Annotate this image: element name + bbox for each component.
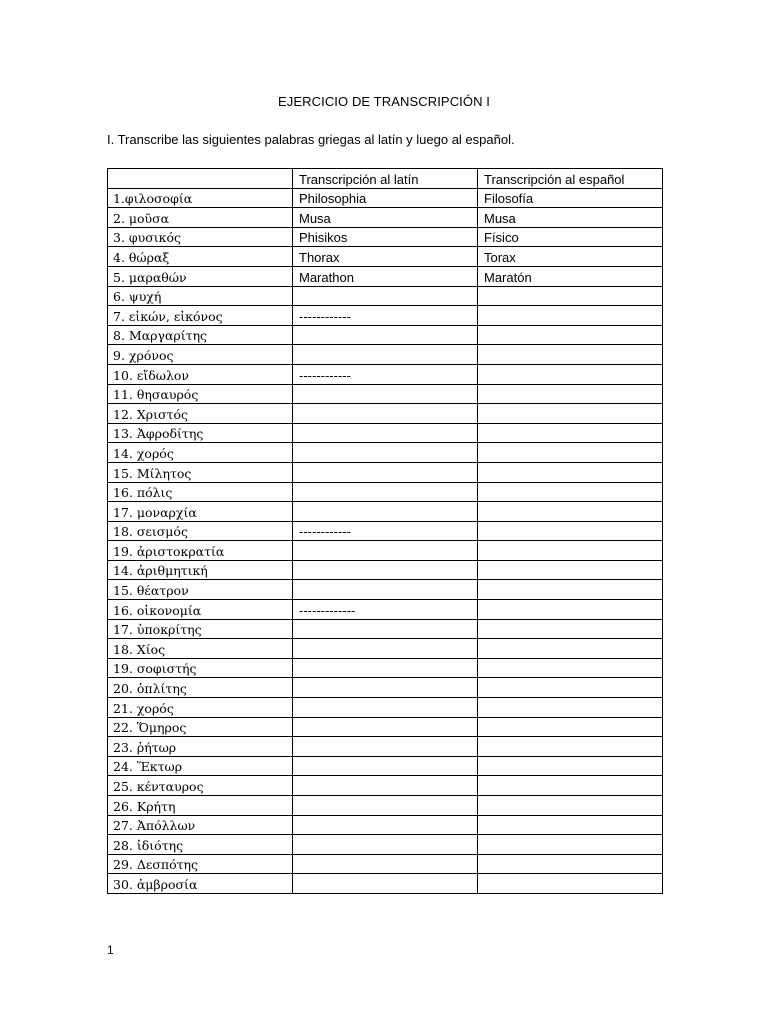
- spanish-transcription-cell: Torax: [478, 247, 663, 267]
- latin-transcription-cell: [293, 796, 478, 816]
- table-row: [108, 600, 663, 620]
- table-row: [108, 737, 663, 757]
- latin-transcription-cell: [293, 815, 478, 835]
- latin-transcription-cell: [293, 776, 478, 796]
- latin-transcription-cell: [293, 678, 478, 698]
- table-row: [108, 247, 663, 267]
- table-row: [108, 325, 663, 345]
- table-row: [108, 502, 663, 522]
- spanish-transcription-cell: [478, 345, 663, 365]
- exercise-instruction: I. Transcribe las siguientes palabras griegas al latín y luego al español.: [107, 132, 515, 147]
- table-row: [108, 658, 663, 678]
- table-row: [108, 423, 663, 443]
- greek-word-cell: 24. Ἕκτωρ: [108, 756, 293, 776]
- greek-word-cell: 28. ἰδιότης: [108, 835, 293, 855]
- table-row: [108, 462, 663, 482]
- greek-word-cell: 15. Μίλητος: [108, 462, 293, 482]
- header-spanish-transcription: Transcripción al español: [478, 169, 663, 189]
- spanish-transcription-cell: Musa: [478, 208, 663, 228]
- greek-word-cell: 29. Δεσπότης: [108, 854, 293, 874]
- latin-transcription-cell: [293, 874, 478, 894]
- table-row: [108, 796, 663, 816]
- spanish-transcription-cell: [478, 443, 663, 463]
- latin-transcription-cell: [293, 482, 478, 502]
- latin-transcription-cell: ------------: [293, 306, 478, 326]
- latin-transcription-cell: [293, 639, 478, 659]
- spanish-transcription-cell: [478, 776, 663, 796]
- greek-word-cell: 14. χορός: [108, 443, 293, 463]
- latin-transcription-cell: [293, 854, 478, 874]
- greek-word-cell: 5. μαραθών: [108, 266, 293, 286]
- spanish-transcription-cell: [478, 384, 663, 404]
- latin-transcription-cell: [293, 423, 478, 443]
- table-row: [108, 306, 663, 326]
- table-row: [108, 756, 663, 776]
- table-row: [108, 384, 663, 404]
- greek-word-cell: 9. χρόνος: [108, 345, 293, 365]
- latin-transcription-cell: [293, 443, 478, 463]
- table-row: [108, 698, 663, 718]
- greek-word-cell: 7. εἰκών, εἰκόνος: [108, 306, 293, 326]
- table-row: [108, 580, 663, 600]
- transcription-table: [107, 168, 663, 894]
- table-body: [108, 188, 663, 893]
- greek-word-cell: 6. ψυχή: [108, 286, 293, 306]
- latin-transcription-cell: [293, 756, 478, 776]
- latin-transcription-cell: -------------: [293, 600, 478, 620]
- latin-transcription-cell: Phisikos: [293, 227, 478, 247]
- spanish-transcription-cell: [478, 854, 663, 874]
- latin-transcription-cell: [293, 560, 478, 580]
- spanish-transcription-cell: [478, 462, 663, 482]
- greek-word-cell: 25. κένταυρος: [108, 776, 293, 796]
- table-row: [108, 443, 663, 463]
- latin-transcription-cell: [293, 698, 478, 718]
- spanish-transcription-cell: [478, 737, 663, 757]
- latin-transcription-cell: [293, 580, 478, 600]
- table-row: [108, 266, 663, 286]
- greek-word-cell: 15. θέατρον: [108, 580, 293, 600]
- spanish-transcription-cell: [478, 364, 663, 384]
- spanish-transcription-cell: [478, 502, 663, 522]
- latin-transcription-cell: [293, 286, 478, 306]
- spanish-transcription-cell: [478, 600, 663, 620]
- spanish-transcription-cell: [478, 756, 663, 776]
- table-row: [108, 815, 663, 835]
- latin-transcription-cell: ------------: [293, 521, 478, 541]
- latin-transcription-cell: [293, 619, 478, 639]
- table-row: [108, 227, 663, 247]
- table-row: [108, 854, 663, 874]
- greek-word-cell: 3. φυσικός: [108, 227, 293, 247]
- greek-word-cell: 19. σοφιστής: [108, 658, 293, 678]
- table-row: [108, 188, 663, 208]
- latin-transcription-cell: Marathon: [293, 266, 478, 286]
- latin-transcription-cell: [293, 835, 478, 855]
- spanish-transcription-cell: [478, 560, 663, 580]
- greek-word-cell: 17. μοναρχία: [108, 502, 293, 522]
- greek-word-cell: 17. ὑποκρίτης: [108, 619, 293, 639]
- table-row: [108, 286, 663, 306]
- latin-transcription-cell: Musa: [293, 208, 478, 228]
- latin-transcription-cell: [293, 345, 478, 365]
- spanish-transcription-cell: Filosofía: [478, 188, 663, 208]
- latin-transcription-cell: [293, 502, 478, 522]
- spanish-transcription-cell: [478, 815, 663, 835]
- spanish-transcription-cell: [478, 541, 663, 561]
- greek-word-cell: 13. Ἀφροδίτης: [108, 423, 293, 443]
- greek-word-cell: 18. σεισμός: [108, 521, 293, 541]
- table-row: [108, 678, 663, 698]
- table-row: [108, 835, 663, 855]
- spanish-transcription-cell: [478, 678, 663, 698]
- greek-word-cell: 4. θώραξ: [108, 247, 293, 267]
- table-row: [108, 482, 663, 502]
- latin-transcription-cell: [293, 541, 478, 561]
- greek-word-cell: 30. ἀμβροσία: [108, 874, 293, 894]
- spanish-transcription-cell: [478, 286, 663, 306]
- table-row: [108, 364, 663, 384]
- latin-transcription-cell: [293, 717, 478, 737]
- latin-transcription-cell: ------------: [293, 364, 478, 384]
- header-latin-transcription: Transcripción al latín: [293, 169, 478, 189]
- spanish-transcription-cell: [478, 639, 663, 659]
- spanish-transcription-cell: [478, 580, 663, 600]
- greek-word-cell: 26. Κρήτη: [108, 796, 293, 816]
- table-row: [108, 560, 663, 580]
- latin-transcription-cell: [293, 462, 478, 482]
- greek-word-cell: 16. οἰκονομία: [108, 600, 293, 620]
- spanish-transcription-cell: Maratón: [478, 266, 663, 286]
- greek-word-cell: 19. ἀριστοκρατία: [108, 541, 293, 561]
- greek-word-cell: 1.φιλοσοφία: [108, 188, 293, 208]
- table-row: [108, 404, 663, 424]
- table-row: [108, 521, 663, 541]
- header-greek-word: [108, 169, 293, 189]
- page-number: 1: [107, 943, 114, 957]
- greek-word-cell: 14. ἀριθμητική: [108, 560, 293, 580]
- table-row: [108, 776, 663, 796]
- spanish-transcription-cell: [478, 423, 663, 443]
- greek-word-cell: 21. χορός: [108, 698, 293, 718]
- greek-word-cell: 22. Ὅμηρος: [108, 717, 293, 737]
- greek-word-cell: 10. εἴδωλον: [108, 364, 293, 384]
- greek-word-cell: 11. θησαυρός: [108, 384, 293, 404]
- spanish-transcription-cell: [478, 404, 663, 424]
- table-row: [108, 639, 663, 659]
- table-row: [108, 717, 663, 737]
- spanish-transcription-cell: [478, 482, 663, 502]
- greek-word-cell: 27. Ἀπόλλων: [108, 815, 293, 835]
- spanish-transcription-cell: [478, 521, 663, 541]
- latin-transcription-cell: [293, 737, 478, 757]
- table-row: [108, 208, 663, 228]
- greek-word-cell: 16. πόλις: [108, 482, 293, 502]
- latin-transcription-cell: [293, 658, 478, 678]
- table-row: [108, 619, 663, 639]
- latin-transcription-cell: [293, 404, 478, 424]
- latin-transcription-cell: Thorax: [293, 247, 478, 267]
- table-header-row: [108, 169, 663, 189]
- latin-transcription-cell: [293, 384, 478, 404]
- greek-word-cell: 2. μοῦσα: [108, 208, 293, 228]
- spanish-transcription-cell: [478, 717, 663, 737]
- spanish-transcription-cell: [478, 874, 663, 894]
- greek-word-cell: 23. ῥήτωρ: [108, 737, 293, 757]
- greek-word-cell: 18. Χίος: [108, 639, 293, 659]
- greek-word-cell: 8. Μαργαρίτης: [108, 325, 293, 345]
- latin-transcription-cell: Philosophia: [293, 188, 478, 208]
- table-row: [108, 345, 663, 365]
- spanish-transcription-cell: [478, 325, 663, 345]
- spanish-transcription-cell: [478, 835, 663, 855]
- latin-transcription-cell: [293, 325, 478, 345]
- spanish-transcription-cell: [478, 658, 663, 678]
- spanish-transcription-cell: [478, 796, 663, 816]
- spanish-transcription-cell: Físico: [478, 227, 663, 247]
- document-title: EJERCICIO DE TRANSCRIPCIÓN I: [277, 94, 491, 109]
- spanish-transcription-cell: [478, 698, 663, 718]
- table-row: [108, 874, 663, 894]
- greek-word-cell: 12. Χριστός: [108, 404, 293, 424]
- table-row: [108, 541, 663, 561]
- spanish-transcription-cell: [478, 306, 663, 326]
- greek-word-cell: 20. ὁπλίτης: [108, 678, 293, 698]
- spanish-transcription-cell: [478, 619, 663, 639]
